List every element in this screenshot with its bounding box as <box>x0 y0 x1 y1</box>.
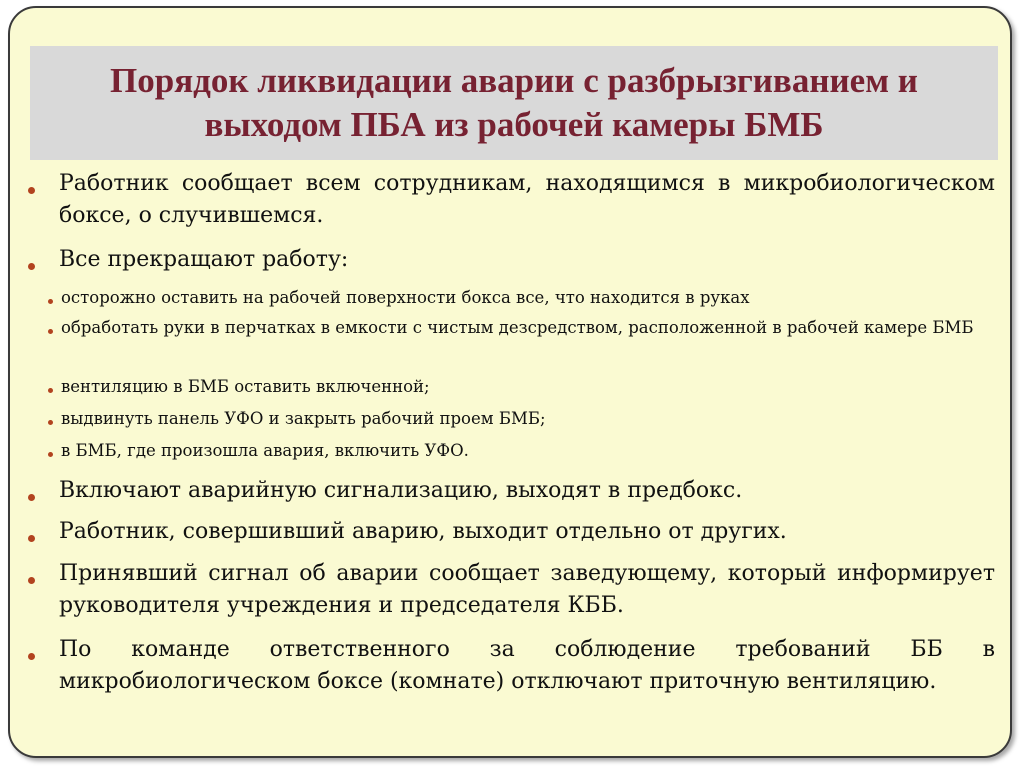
list-item: обработать руки в перчатках в емкости с чистым дезсредством, расположенной в рабочей камере БМБ <box>61 318 974 337</box>
slide <box>8 6 1012 758</box>
bullet-dot-icon <box>28 494 35 501</box>
list-item: выдвинуть панель УФО и закрыть рабочий проем БМБ; <box>61 409 546 428</box>
list-item: Работник сообщает всем сотрудникам, находящимся в микробиологическом боксе, о случившемся. <box>59 171 995 228</box>
bullet-dot-icon <box>28 263 35 270</box>
bullet-list <box>10 8 1010 756</box>
list-item: Все прекращают работу: <box>59 247 349 272</box>
list-item: Принявший сигнал об аварии сообщает заведующему, который информирует руководителя учреждения и председателя КББ. <box>59 561 995 618</box>
list-item: По команде ответственного за соблюдение требований ББ в микробиологическом боксе (комнате) отключают приточную вентиляцию. <box>59 637 995 694</box>
bullet-dot-icon <box>48 299 53 304</box>
bullet-dot-icon <box>28 187 35 194</box>
bullet-dot-icon <box>48 388 53 393</box>
title-line-2: выходом ПБА из рабочей камеры БМБ <box>204 105 824 144</box>
bullet-dot-icon <box>48 329 53 334</box>
title-line-1: Порядок ликвидации аварии с разбрызгиванием и <box>110 61 918 100</box>
bullet-dot-icon <box>28 577 35 584</box>
bullet-dot-icon <box>48 452 53 457</box>
list-item: вентиляцию в БМБ оставить включенной; <box>61 377 430 396</box>
list-item: Работник, совершивший аварию, выходит отдельно от других. <box>59 519 787 544</box>
bullet-dot-icon <box>28 653 35 660</box>
list-item: осторожно оставить на рабочей поверхности бокса все, что находится в руках <box>61 288 750 307</box>
bullet-dot-icon <box>28 535 35 542</box>
list-item: Включают аварийную сигнализацию, выходят в предбокс. <box>59 478 743 503</box>
list-item: в БМБ, где произошла авария, включить УФО. <box>61 441 469 460</box>
bullet-dot-icon <box>48 420 53 425</box>
